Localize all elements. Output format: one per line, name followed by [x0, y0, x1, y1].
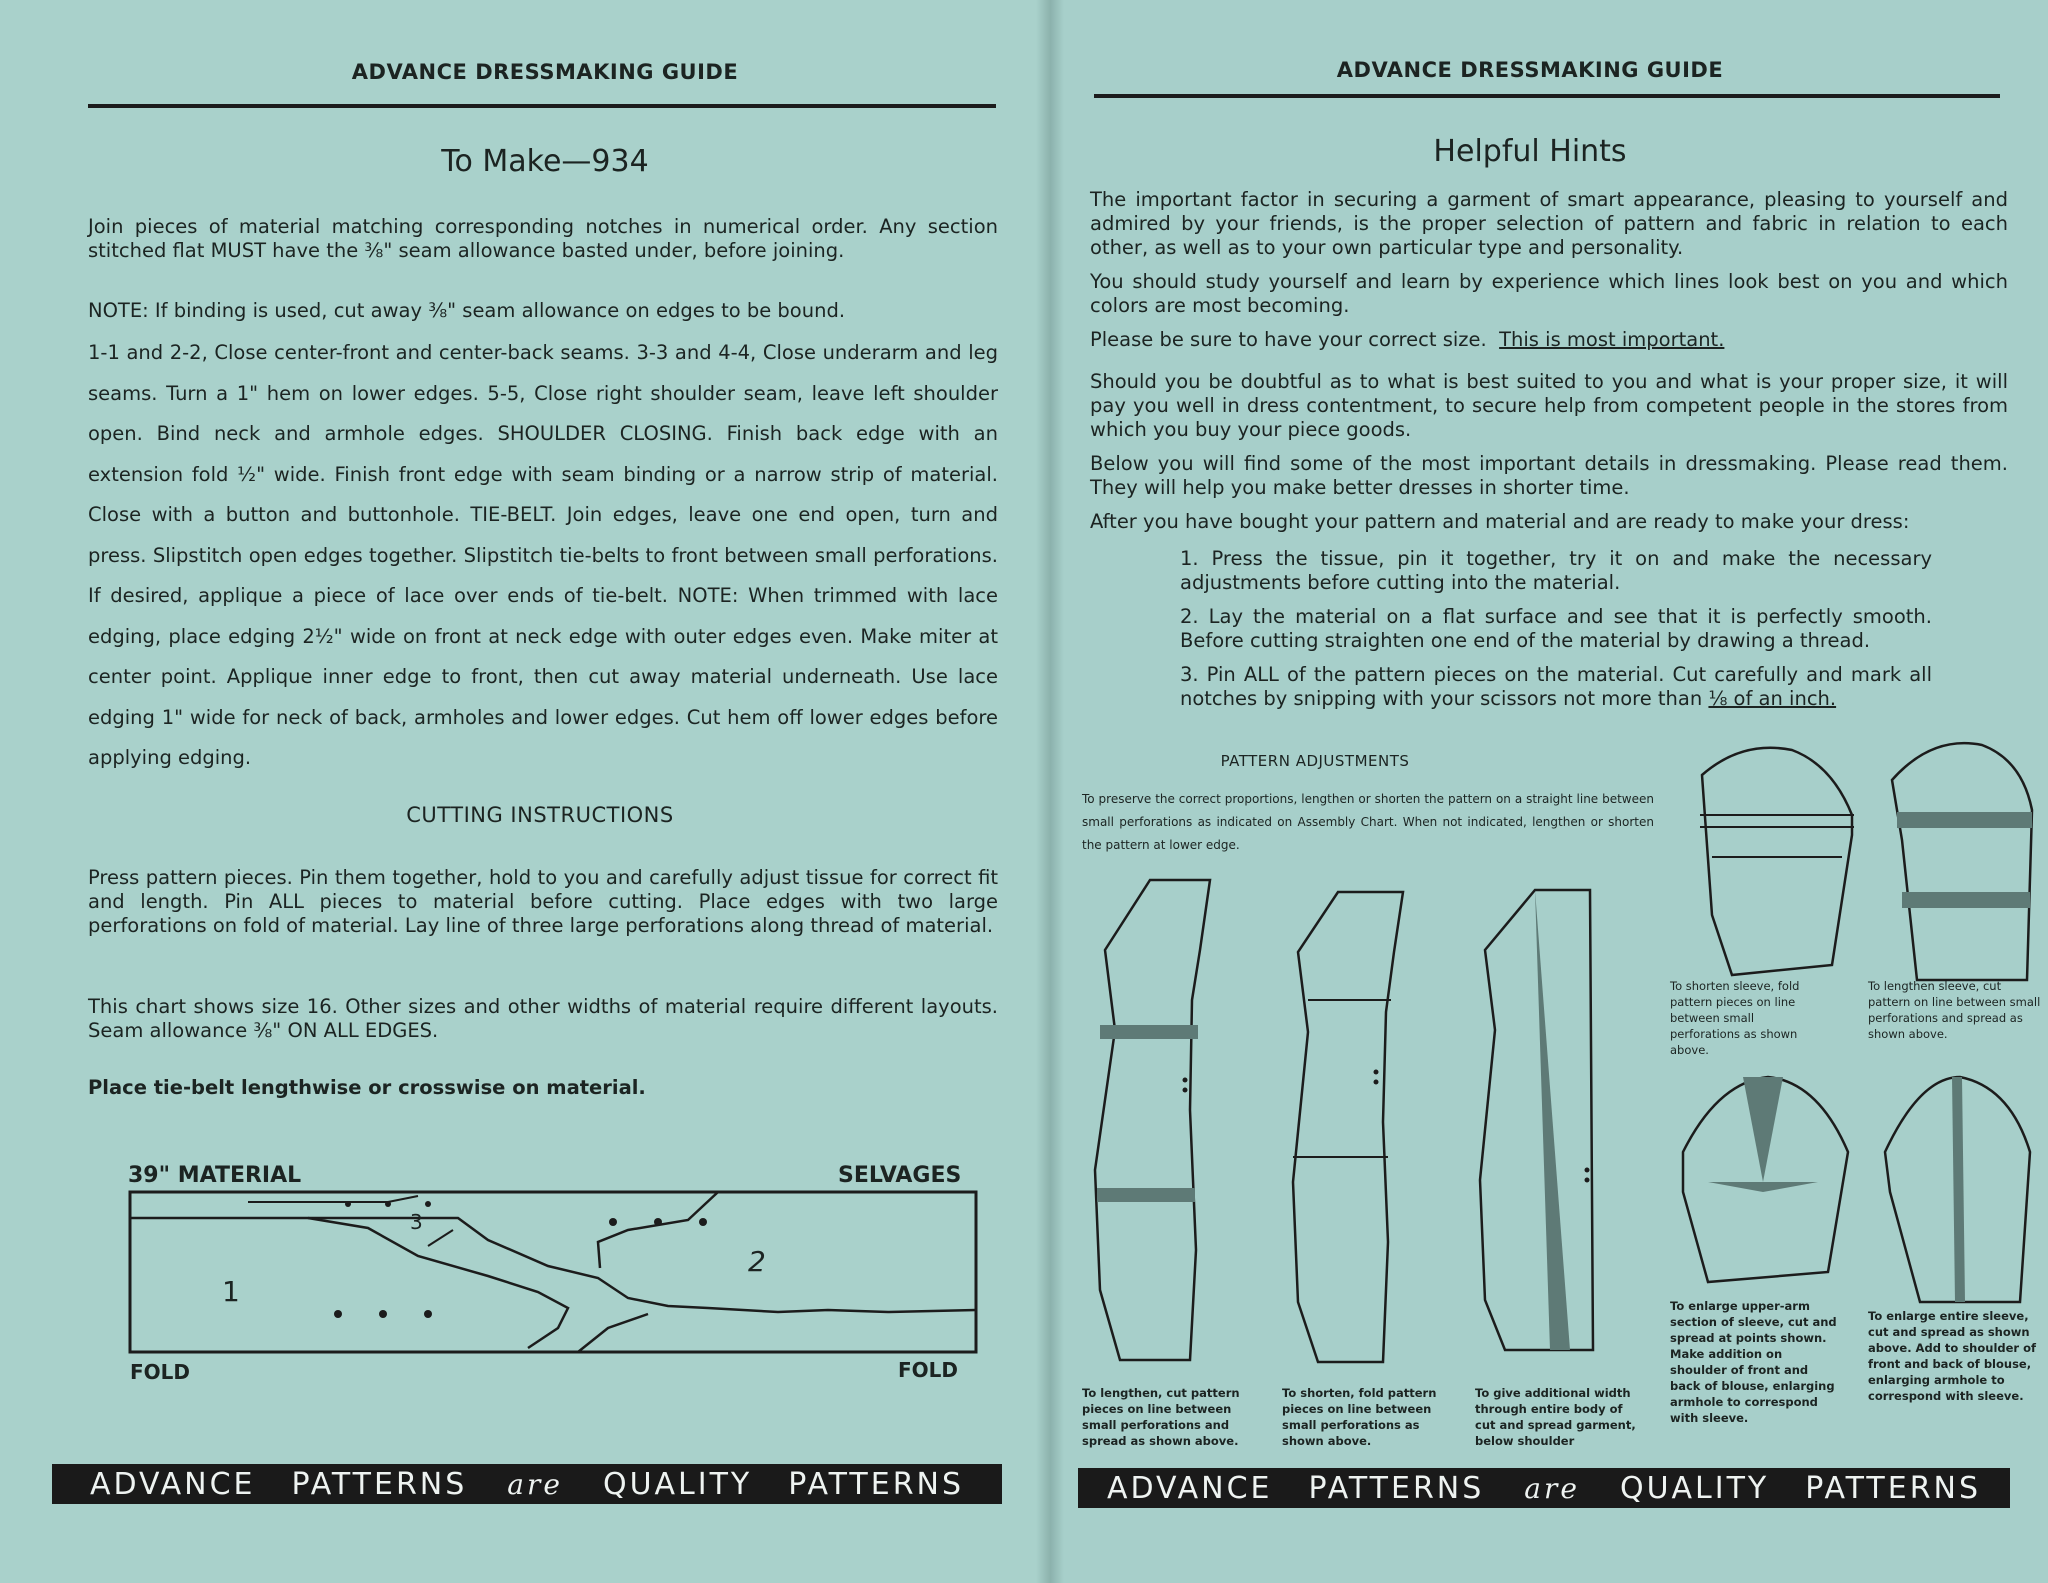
binding-note: NOTE: If binding is used, cut away ⅜" seam allowance on edges to be bound.	[88, 299, 846, 322]
add-width-pattern-diagram	[1475, 880, 1625, 1360]
lengthen-sleeve-diagram	[1872, 740, 2048, 980]
left-quality-banner	[52, 1464, 1002, 1504]
enlarge-upper-arm-diagram	[1668, 1072, 1858, 1292]
hints-paragraph-5: Below you will find some of the most important details in dressmaking. Please read them. They will help you make better dresses in shorter time.	[1090, 452, 2008, 499]
lengthen-pattern-diagram	[1090, 870, 1240, 1360]
hint-item-3	[1180, 663, 1932, 711]
caption-enlarge-entire-sleeve: To enlarge entire sleeve, cut and spread as shown above. Add to shoulder of front and back of blouse, enlarging armhole to correspond with sleeve.	[1868, 1309, 2037, 1403]
banner-word: QUALITY	[602, 1466, 753, 1502]
caption-shorten: To shorten, fold pattern pieces on line between small perforations as shown above.	[1282, 1386, 1437, 1448]
most-important-text: This is most important.	[1499, 328, 1725, 351]
banner-word: PATTERNS	[788, 1466, 965, 1502]
left-page-header: ADVANCE DRESSMAKING GUIDE	[351, 60, 739, 84]
correct-size-text: Please be sure to have your correct size.	[1090, 328, 1487, 351]
caption-add-width: To give additional width through entire body of cut and spread garment, below shoulder	[1475, 1386, 1636, 1448]
piece-number-1: 1	[222, 1275, 240, 1308]
hint-item-3-measure: ⅛ of an inch.	[1708, 687, 1837, 710]
banner-word: PATTERNS	[291, 1466, 468, 1502]
right-page	[1050, 0, 2048, 1583]
center-fold-crease	[1036, 0, 1064, 1583]
pattern-adjustments-heading: PATTERN ADJUSTMENTS	[1220, 752, 1410, 770]
hint-item-1: 1. Press the tissue, pin it together, try it on and make the necessary adjustments before cutting into the material.	[1180, 547, 1932, 594]
caption-lengthen-sleeve: To lengthen sleeve, cut pattern on line between small perforations and spread as shown above.	[1868, 979, 2041, 1041]
intro-paragraph: Join pieces of material matching corresponding notches in numerical order. Any section stitched flat MUST have the ⅜" seam allowance basted under, before joining.	[88, 215, 998, 262]
left-page-title: To Make—934	[441, 144, 649, 179]
right-page-title: Helpful Hints	[1433, 134, 1627, 169]
right-quality-banner	[1078, 1468, 2010, 1508]
tie-belt-text: Place tie-belt lengthwise or crosswise on material.	[88, 1076, 646, 1099]
cutting-instructions-heading: CUTTING INSTRUCTIONS	[406, 803, 674, 827]
enlarge-entire-sleeve-diagram	[1870, 1072, 2048, 1302]
chart-size-text: This chart shows size 16. Other sizes and other widths of material require different layouts. Seam allowance ⅜" ON ALL EDGES.	[88, 995, 998, 1042]
hint-item-3-text: 3. Pin ALL of the pattern pieces on the material. Cut carefully and mark all notches by snipping with your scissors not more than	[1180, 663, 1932, 710]
fold-label-right: FOLD	[898, 1358, 959, 1382]
piece-number-2: 2	[748, 1245, 766, 1278]
right-header-rule	[1094, 94, 2000, 98]
hints-paragraph-2: You should study yourself and learn by experience which lines look best on you and which colors are most becoming.	[1090, 270, 2008, 317]
right-page-header: ADVANCE DRESSMAKING GUIDE	[1336, 58, 1724, 82]
banner-word: are	[507, 1467, 563, 1501]
left-header-rule	[88, 104, 996, 108]
fold-label-left: FOLD	[130, 1360, 191, 1384]
banner-word: ADVANCE	[89, 1466, 256, 1502]
hints-paragraph-1: The important factor in securing a garment of smart appearance, pleasing to yourself and admired by your friends, is the proper selection of pattern and fabric in relation to each other, as well as to your own particular type and personality.	[1090, 188, 2008, 259]
hint-item-2: 2. Lay the material on a flat surface and see that it is perfectly smooth. Before cutting straighten one end of the material by drawing a thread.	[1180, 605, 1932, 652]
construction-steps: 1-1 and 2-2, Close center-front and center-back seams. 3-3 and 4-4, Close underarm and leg seams. Turn a 1" hem on lower edges. 5-5, Close right shoulder seam, leave left shoulder open. Bind neck and armhole edges. SHOULDER CLOSING. Finish back edge with an extension fold ½" wide. Finish front edge with seam binding or a narrow strip of material. Close with a button and buttonhole. TIE-BELT. Join edges, leave one end open, turn and press. Slipstitch open edges together. Slipstitch tie-belts to front between small perforations. If desired, applique a piece of lace over ends of tie-belt. NOTE: When trimmed with lace edging, place edging 2½" wide on front at neck edge with outer edges even. Make miter at center point. Applique inner edge to front, then cut away material underneath. Use lace edging 1" wide for neck of back, armholes and lower edges. Cut hem off lower edges before applying edging.	[88, 341, 998, 769]
caption-shorten-sleeve: To shorten sleeve, fold pattern pieces on line between small perforations as shown above.	[1670, 979, 1800, 1057]
hints-paragraph-6: After you have bought your pattern and material and are ready to make your dress:	[1090, 510, 1910, 533]
banner-word: QUALITY	[1619, 1470, 1770, 1506]
banner-word: are	[1524, 1471, 1580, 1505]
hints-paragraph-4: Should you be doubtful as to what is best suited to you and what is your proper size, it will pay you well in dress contentment, to secure help from competent people in the stores from which you buy your piece goods.	[1090, 370, 2008, 441]
banner-word: PATTERNS	[1805, 1470, 1982, 1506]
caption-enlarge-upper-arm: To enlarge upper-arm section of sleeve, cut and spread at points shown. Make addition on shoulder of front and back of blouse, enlarging armhole to correspond with sleeve.	[1670, 1299, 1837, 1425]
banner-word: ADVANCE	[1106, 1470, 1273, 1506]
selvages-label: SELVAGES	[838, 1163, 962, 1188]
hints-paragraph-3	[1090, 328, 2008, 352]
pattern-adjustments-text: To preserve the correct proportions, lengthen or shorten the pattern on a straight line between small perforations as indicated on Assembly Chart. When not indicated, lengthen or shorten the pattern at lower edge.	[1082, 792, 1654, 852]
shorten-pattern-diagram	[1288, 882, 1438, 1362]
piece-number-3: 3	[410, 1210, 423, 1234]
cutting-instructions-text: Press pattern pieces. Pin them together, hold to you and carefully adjust tissue for correct fit and length. Pin ALL pieces to material before cutting. Place edges with two large perforations on fold of material. Lay line of three large perforations along thread of material.	[88, 866, 998, 937]
cutting-layout-diagram	[128, 1188, 978, 1358]
material-width-label: 39" MATERIAL	[128, 1163, 302, 1188]
banner-word: PATTERNS	[1308, 1470, 1485, 1506]
shorten-sleeve-diagram	[1682, 745, 1862, 975]
caption-lengthen: To lengthen, cut pattern pieces on line between small perforations and spread as shown above.	[1082, 1386, 1240, 1448]
